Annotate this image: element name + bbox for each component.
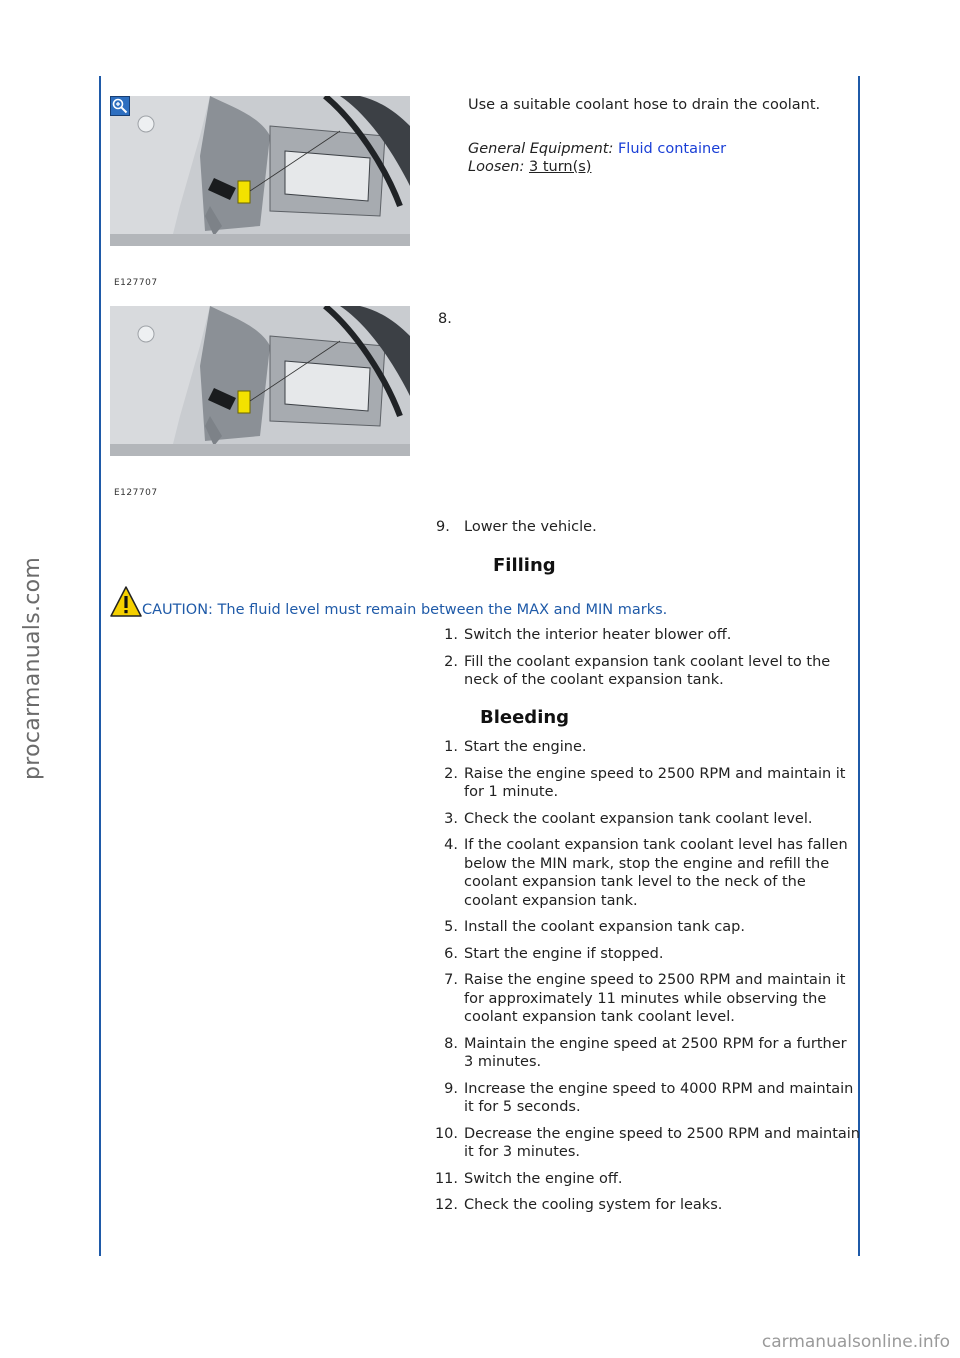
list-item: 2. Fill the coolant expansion tank coolant level to the neck of the coolant expansion tank. xyxy=(444,653,831,688)
bottom-watermark: carmanualsonline.info xyxy=(761,1332,950,1352)
loosen-value: 3 turn(s) xyxy=(528,159,592,175)
loosen-label: Loosen: xyxy=(468,159,525,175)
step-7-text: Use a suitable coolant hose to drain the coolant. xyxy=(468,97,821,113)
list-item: 10. Decrease the engine speed to 2500 RPM and maintain it for 3 minutes. xyxy=(434,1125,860,1160)
figure-code: E127707 xyxy=(114,488,158,498)
figure-2 xyxy=(110,306,410,506)
bleeding-heading: Bleeding xyxy=(480,707,570,728)
filling-heading: Filling xyxy=(493,555,556,576)
warning-icon xyxy=(110,586,142,618)
bleeding-steps xyxy=(420,738,860,1223)
caution-text: CAUTION: The fluid level must remain between the MAX and MIN marks. xyxy=(142,602,668,618)
step-9-number: 9. xyxy=(436,519,450,535)
equipment-line xyxy=(468,140,726,159)
zoom-in-icon[interactable] xyxy=(110,96,130,116)
figure-1 xyxy=(110,96,410,296)
side-watermark: procarmanuals.com xyxy=(20,556,45,780)
engine-illustration-2 xyxy=(110,306,410,466)
list-item: 4. If the coolant expansion tank coolant level has fallen below the MIN mark, stop the engine and refill the coolant expansion tank level to the neck of the coolant expansion tank. xyxy=(444,837,848,909)
engine-illustration-1 xyxy=(110,96,410,256)
equipment-link[interactable]: Fluid container xyxy=(617,141,727,157)
figure-code: E127707 xyxy=(114,278,158,288)
list-item: 1. Start the engine. xyxy=(444,739,587,755)
list-item: 12. Check the cooling system for leaks. xyxy=(434,1197,723,1213)
list-item: 11. Switch the engine off. xyxy=(434,1170,623,1187)
caution-block xyxy=(110,586,870,622)
list-item: 8. Maintain the engine speed at 2500 RPM for a further 3 minutes. xyxy=(444,1035,847,1070)
left-rule xyxy=(99,76,101,1256)
list-item: 7. Raise the engine speed to 2500 RPM and maintain it for approximately 11 minutes while observing the coolant expansion tank coolant level. xyxy=(444,972,846,1025)
list-item: 2. Raise the engine speed to 2500 RPM and maintain it for 1 minute. xyxy=(444,765,846,800)
list-item: 5. Install the coolant expansion tank cap. xyxy=(444,919,745,935)
list-item: 1. Switch the interior heater blower off. xyxy=(444,627,732,643)
step-9-text: Lower the vehicle. xyxy=(464,519,597,535)
filling-steps xyxy=(420,626,860,698)
list-item: 6. Start the engine if stopped. xyxy=(444,945,664,962)
loosen-line xyxy=(468,158,591,177)
list-item: 9. Increase the engine speed to 4000 RPM and maintain it for 5 seconds. xyxy=(444,1080,854,1115)
step-8-number: 8. xyxy=(438,311,452,327)
equipment-label: General Equipment: xyxy=(468,141,614,157)
list-item: 3. Check the coolant expansion tank coolant level. xyxy=(444,810,813,827)
